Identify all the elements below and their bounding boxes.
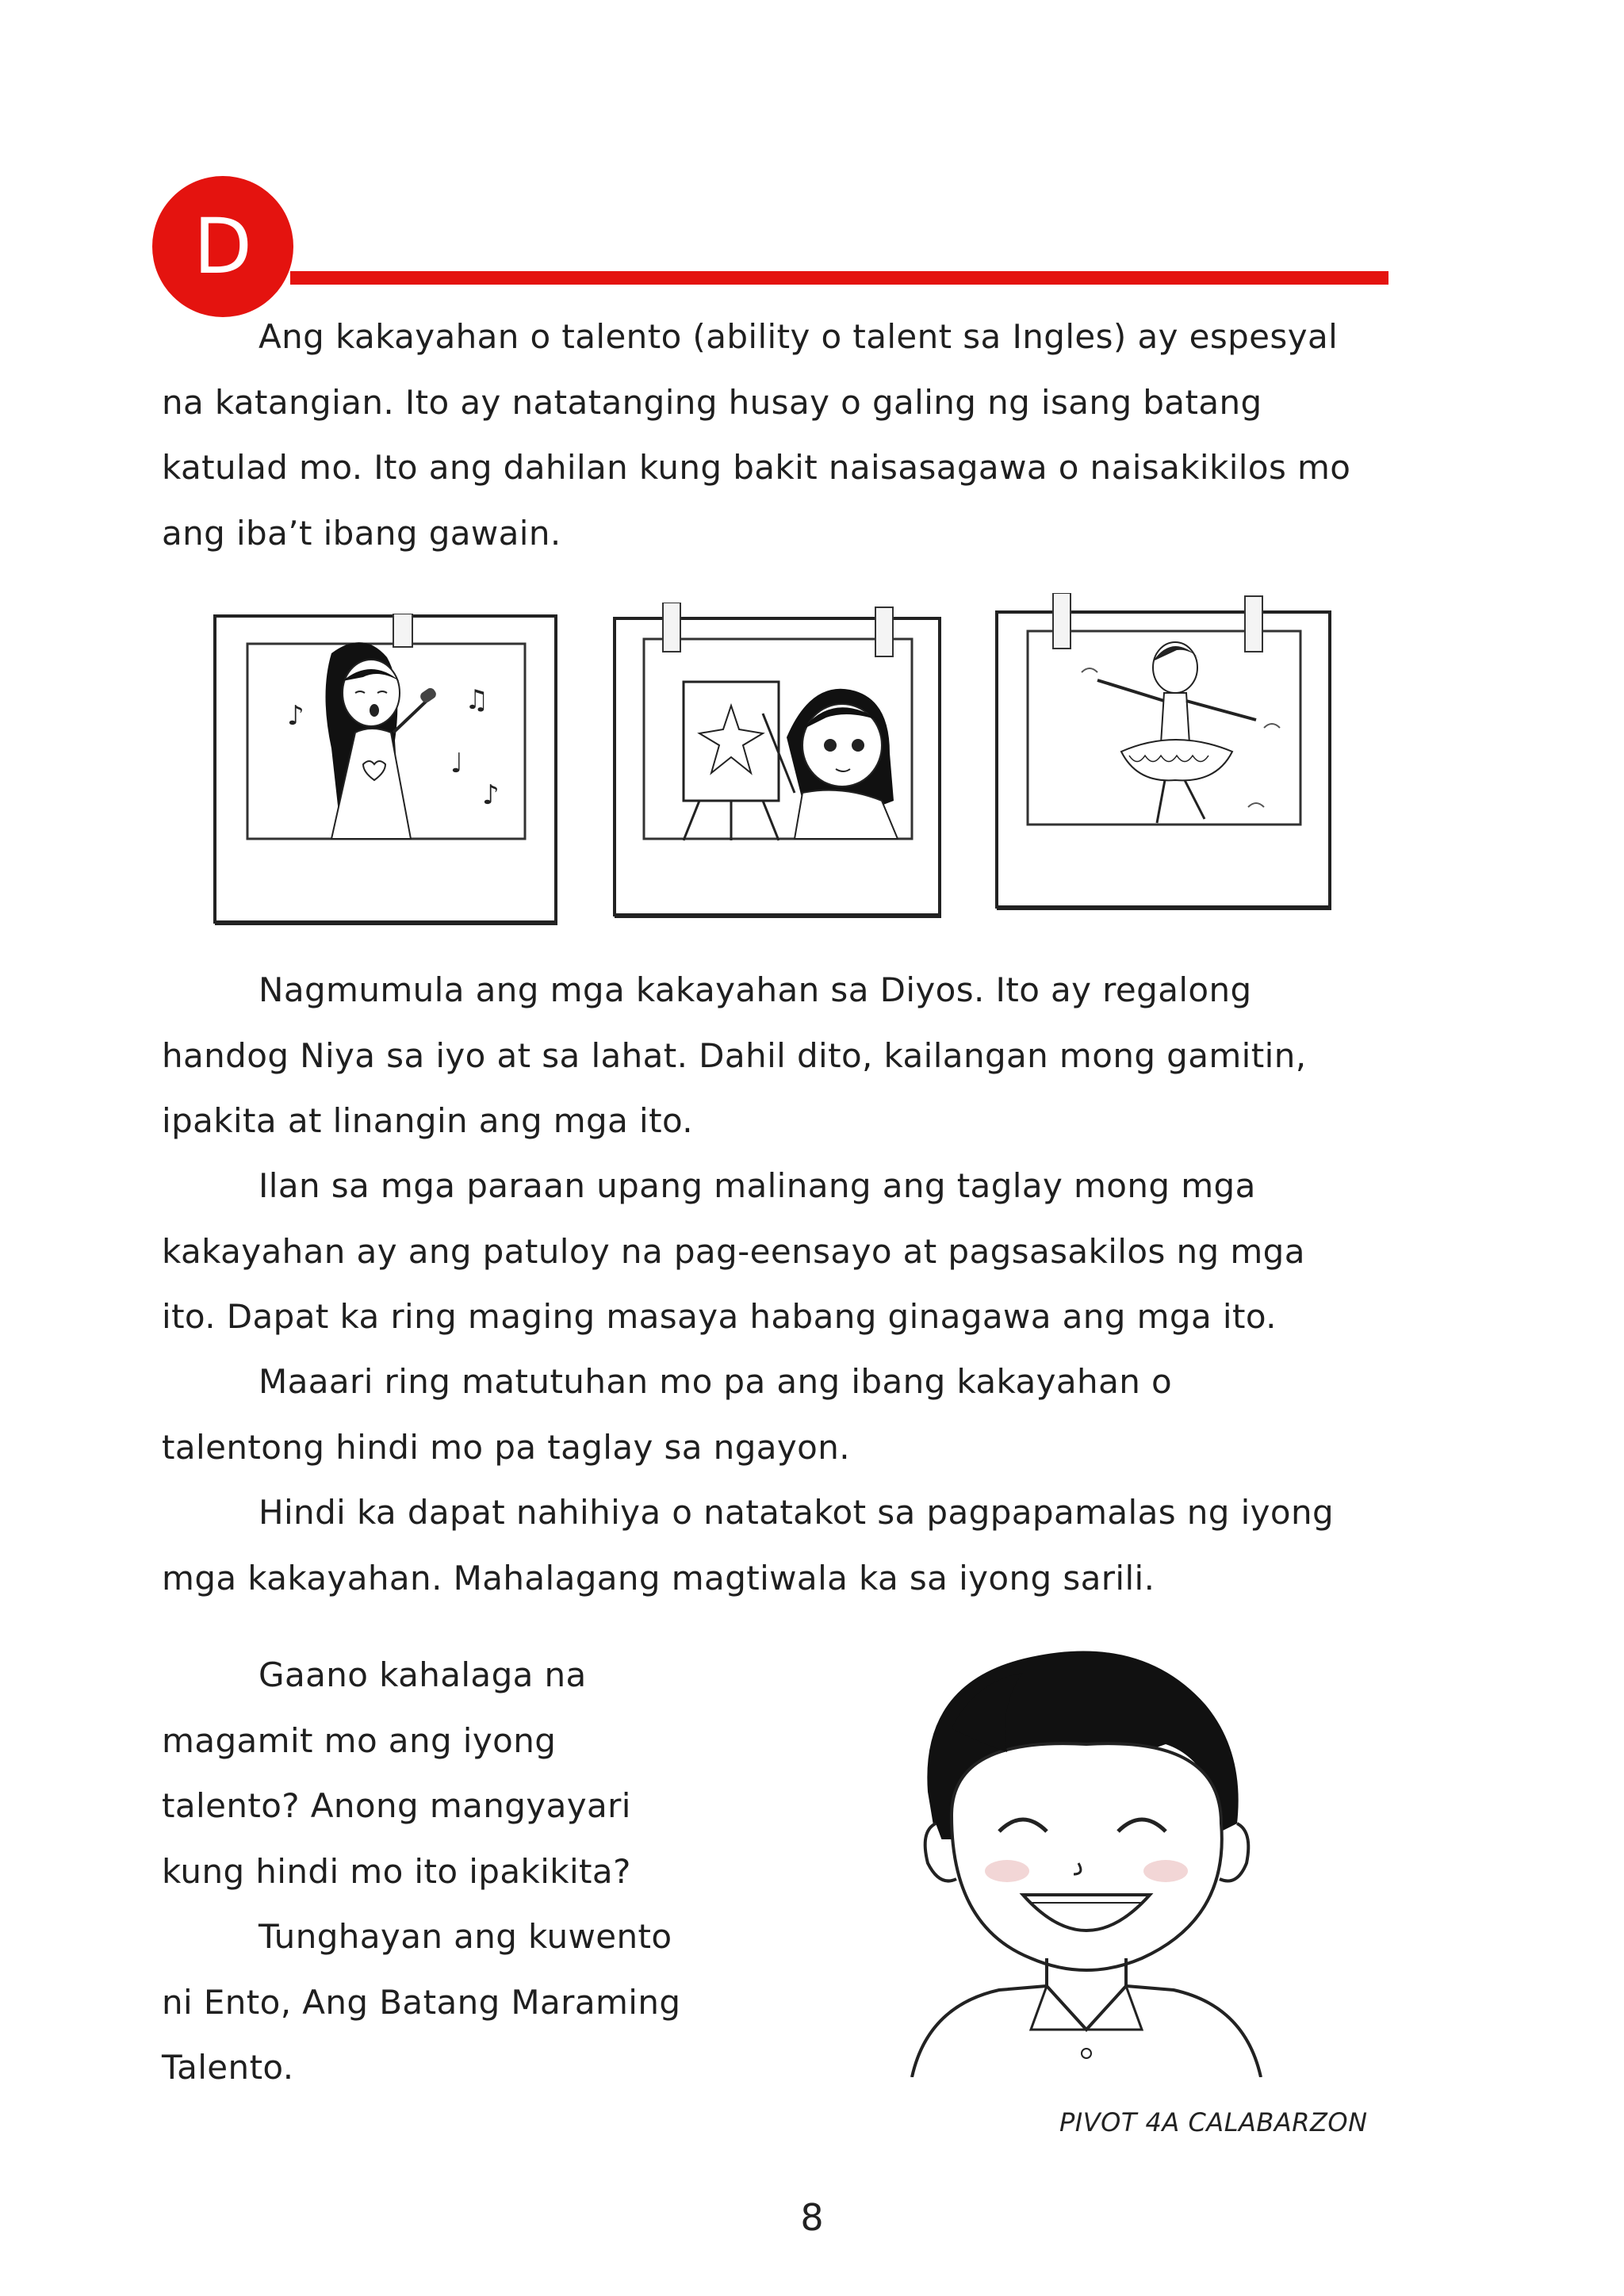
smiling-boy-illustration xyxy=(904,1633,1269,2077)
question-paragraph: Gaano kahalaga na magamit mo ang iyong talento? Anong mangyayari kung hindi mo ito ipakikita? Tunghayan ang kuwento ni Ento, Ang Batang Maraming Talento. xyxy=(162,1655,681,2087)
footer-credit: PIVOT 4A CALABARZON xyxy=(1059,2107,1368,2137)
svg-text:♪: ♪ xyxy=(287,700,304,732)
svg-text:♩: ♩ xyxy=(450,748,464,779)
section-letter: D xyxy=(193,202,252,291)
painting-girl-photo xyxy=(612,603,944,921)
intro-paragraph: Ang kakayahan o talento (ability o talent sa Ingles) ay espesyal na katangian. Ito ay natatanging husay o galing ng isang batang katulad mo. Ito ang dahilan kung bakit naisasagawa o naisakikilos mo ang iba’t ibang gawain. xyxy=(162,317,1351,553)
page-number: 8 xyxy=(800,2196,824,2239)
svg-text:♫: ♫ xyxy=(465,684,489,716)
body-paragraph-4: Maaari ring matutuhan mo pa ang ibang kakayahan o talentong hindi mo pa taglay sa ngayon. xyxy=(162,1362,1173,1467)
body-paragraph-2: Nagmumula ang mga kakayahan sa Diyos. Ito ay regalong handog Niya sa iyo at sa lahat. Dahil dito, kailangan mong gamitin, ipakita at linangin ang mga ito. xyxy=(162,970,1307,1140)
ballet-girl-photo xyxy=(994,593,1334,916)
svg-text:♪: ♪ xyxy=(482,779,500,811)
section-letter-badge xyxy=(152,176,293,317)
body-paragraph-5: Hindi ka dapat nahihiya o natatakot sa pagpapamalas ng iyong mga kakayahan. Mahalagang magtiwala ka sa iyong sarili. xyxy=(162,1493,1335,1598)
section-divider xyxy=(290,271,1388,285)
singing-girl-photo xyxy=(213,614,560,928)
body-paragraph-3: Ilan sa mga paraan upang malinang ang taglay mong mga kakayahan ay ang patuloy na pag-eensayo at pagsasakilos ng mga ito. Dapat ka ring maging masaya habang ginagawa ang mga ito. xyxy=(162,1166,1305,1336)
